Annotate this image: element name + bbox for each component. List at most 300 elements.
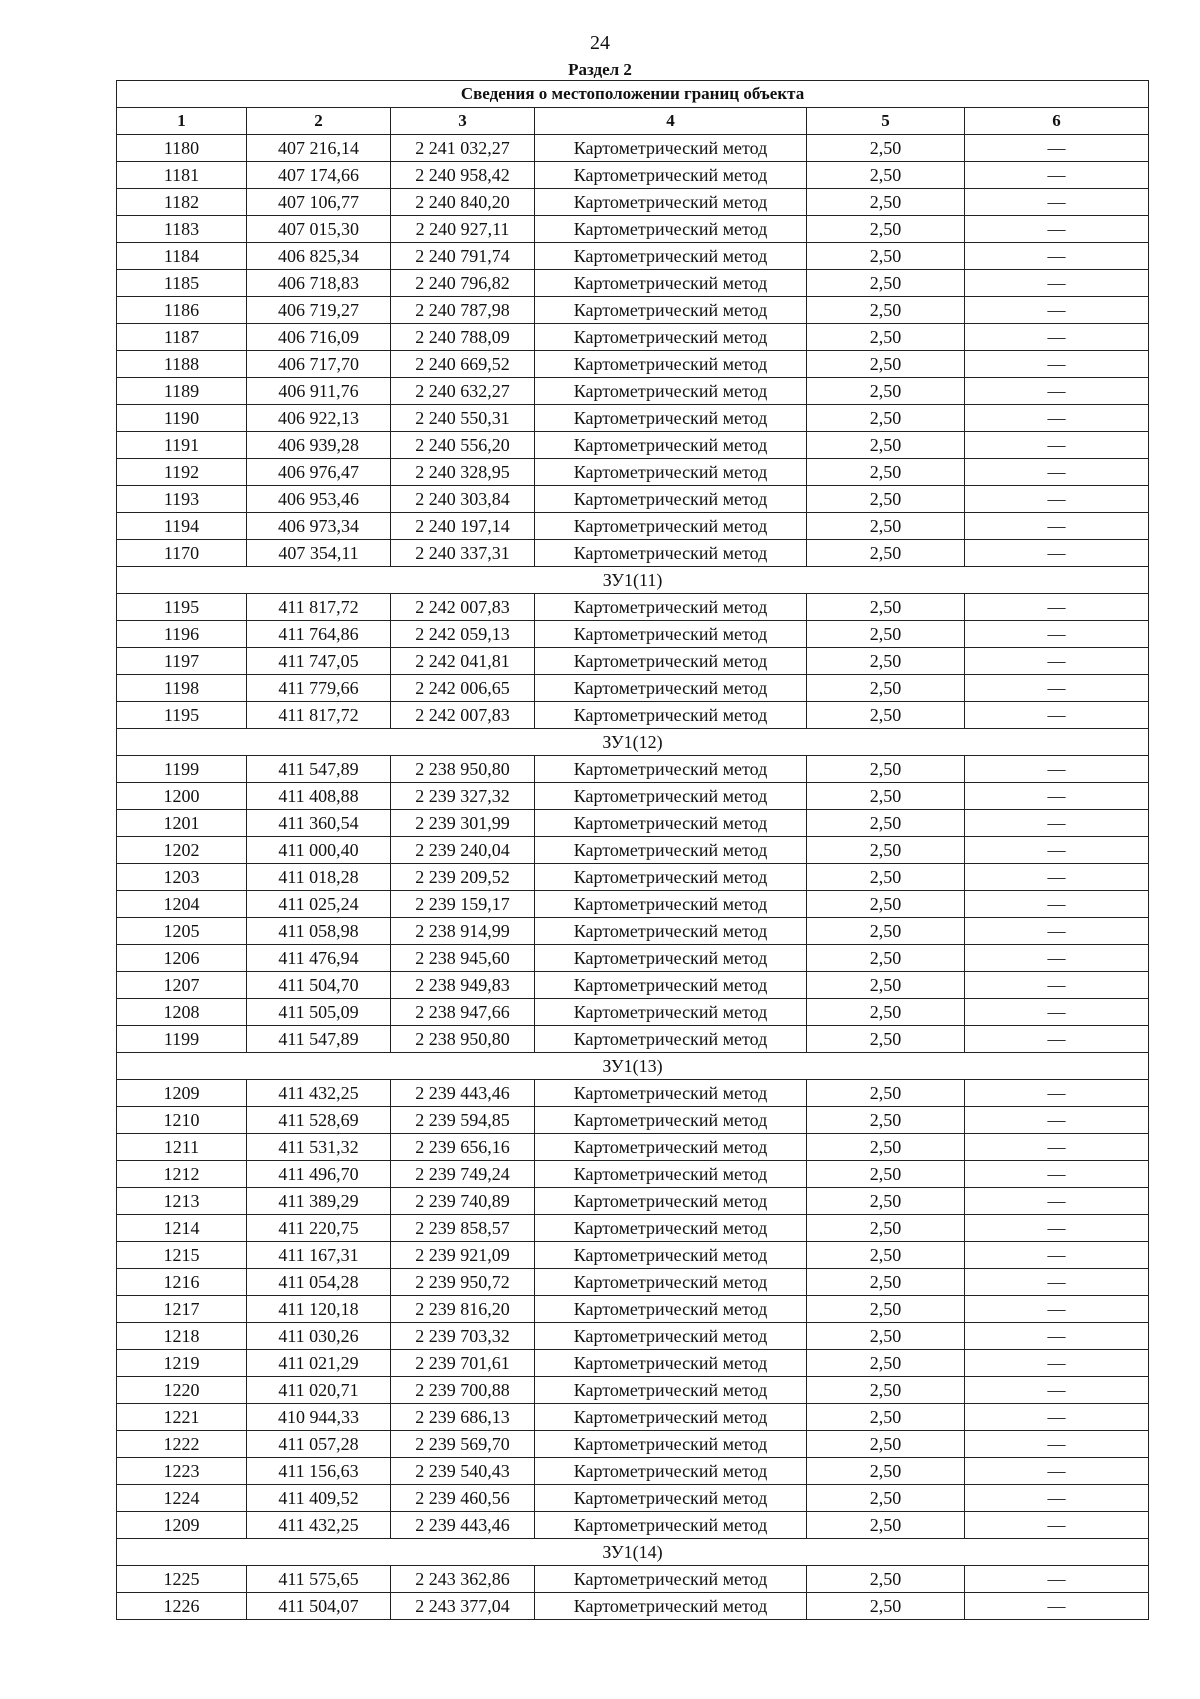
table-row <box>117 297 1149 324</box>
table-cell-col-5: 2,50 <box>807 999 965 1026</box>
table-cell-col-1: 1223 <box>117 1458 247 1485</box>
table-cell-col-2: 411 389,29 <box>247 1188 391 1215</box>
table-cell-col-5: 2,50 <box>807 1458 965 1485</box>
table-cell-col-2: 411 409,52 <box>247 1485 391 1512</box>
table-cell-col-5: 2,50 <box>807 1026 965 1053</box>
section-title: Раздел 2 <box>568 60 632 79</box>
table-cell-col-1: 1212 <box>117 1161 247 1188</box>
table-cell-col-6: — <box>965 135 1149 162</box>
table-cell-col-1: 1182 <box>117 189 247 216</box>
table-cell-col-6: — <box>965 351 1149 378</box>
table-cell-col-1: 1186 <box>117 297 247 324</box>
table-cell-col-2: 411 505,09 <box>247 999 391 1026</box>
table-row <box>117 621 1149 648</box>
table-cell-col-2: 411 058,98 <box>247 918 391 945</box>
table-cell-col-5: 2,50 <box>807 1107 965 1134</box>
table-cell-col-6: — <box>965 162 1149 189</box>
table-row <box>117 1242 1149 1269</box>
table-cell-col-5: 2,50 <box>807 189 965 216</box>
table-cell-col-6: — <box>965 378 1149 405</box>
table-cell-col-4: Картометрический метод <box>535 297 807 324</box>
table-cell-col-4: Картометрический метод <box>535 1188 807 1215</box>
table-cell-col-4: Картометрический метод <box>535 540 807 567</box>
table-cell-col-3: 2 239 740,89 <box>391 1188 535 1215</box>
table-cell-col-3: 2 238 949,83 <box>391 972 535 999</box>
table-row <box>117 1080 1149 1107</box>
table-cell-col-6: — <box>965 972 1149 999</box>
table-cell-col-6: — <box>965 891 1149 918</box>
table-cell-col-4: Картометрический метод <box>535 648 807 675</box>
table-cell-col-2: 411 025,24 <box>247 891 391 918</box>
table-cell-col-2: 407 015,30 <box>247 216 391 243</box>
table-cell-col-2: 411 408,88 <box>247 783 391 810</box>
table-cell-col-5: 2,50 <box>807 1593 965 1620</box>
table-row <box>117 216 1149 243</box>
group-label: ЗУ1(11) <box>117 567 1149 594</box>
table-row <box>117 1134 1149 1161</box>
table-cell-col-4: Картометрический метод <box>535 1485 807 1512</box>
table-cell-col-6: — <box>965 1458 1149 1485</box>
table-cell-col-3: 2 240 927,11 <box>391 216 535 243</box>
table-cell-col-1: 1196 <box>117 621 247 648</box>
table-cell-col-1: 1209 <box>117 1512 247 1539</box>
table-cell-col-3: 2 239 858,57 <box>391 1215 535 1242</box>
table-cell-col-5: 2,50 <box>807 702 965 729</box>
table-cell-col-2: 411 021,29 <box>247 1350 391 1377</box>
table-cell-col-3: 2 238 947,66 <box>391 999 535 1026</box>
table-cell-col-2: 411 764,86 <box>247 621 391 648</box>
table-cell-col-1: 1225 <box>117 1566 247 1593</box>
table-cell-col-4: Картометрический метод <box>535 1431 807 1458</box>
table-cell-col-1: 1203 <box>117 864 247 891</box>
table-cell-col-6: — <box>965 324 1149 351</box>
table-row <box>117 891 1149 918</box>
table-cell-col-3: 2 238 945,60 <box>391 945 535 972</box>
table-cell-col-6: — <box>965 837 1149 864</box>
table-cell-col-3: 2 239 816,20 <box>391 1296 535 1323</box>
table-cell-col-6: — <box>965 1512 1149 1539</box>
table-cell-col-5: 2,50 <box>807 459 965 486</box>
table-cell-col-4: Картометрический метод <box>535 918 807 945</box>
table-cell-col-2: 411 779,66 <box>247 675 391 702</box>
table-cell-col-6: — <box>965 918 1149 945</box>
table-cell-col-2: 411 020,71 <box>247 1377 391 1404</box>
table-cell-col-6: — <box>965 1323 1149 1350</box>
table-cell-col-6: — <box>965 756 1149 783</box>
table-cell-col-5: 2,50 <box>807 891 965 918</box>
table-cell-col-2: 411 000,40 <box>247 837 391 864</box>
table-row <box>117 1458 1149 1485</box>
table-cell-col-5: 2,50 <box>807 1404 965 1431</box>
table-cell-col-3: 2 240 337,31 <box>391 540 535 567</box>
table-row <box>117 648 1149 675</box>
table-cell-col-6: — <box>965 189 1149 216</box>
table-cell-col-1: 1184 <box>117 243 247 270</box>
table-row <box>117 270 1149 297</box>
table-row <box>117 540 1149 567</box>
table-cell-col-6: — <box>965 1161 1149 1188</box>
table-cell-col-2: 407 106,77 <box>247 189 391 216</box>
table-cell-col-1: 1201 <box>117 810 247 837</box>
table-row <box>117 1431 1149 1458</box>
table-cell-col-5: 2,50 <box>807 945 965 972</box>
table-cell-col-5: 2,50 <box>807 1350 965 1377</box>
table-cell-col-1: 1199 <box>117 756 247 783</box>
table-cell-col-3: 2 240 796,82 <box>391 270 535 297</box>
table-row <box>117 999 1149 1026</box>
table-cell-col-1: 1202 <box>117 837 247 864</box>
table-cell-col-6: — <box>965 540 1149 567</box>
table-cell-col-1: 1213 <box>117 1188 247 1215</box>
table-cell-col-3: 2 240 787,98 <box>391 297 535 324</box>
table-cell-col-5: 2,50 <box>807 135 965 162</box>
group-label: ЗУ1(12) <box>117 729 1149 756</box>
table-cell-col-1: 1188 <box>117 351 247 378</box>
table-cell-col-4: Картометрический метод <box>535 1026 807 1053</box>
table-cell-col-2: 411 575,65 <box>247 1566 391 1593</box>
table-row <box>117 1593 1149 1620</box>
table-row <box>117 1215 1149 1242</box>
table-cell-col-4: Картометрический метод <box>535 270 807 297</box>
table-cell-col-5: 2,50 <box>807 243 965 270</box>
table-cell-col-5: 2,50 <box>807 810 965 837</box>
table-cell-col-3: 2 240 958,42 <box>391 162 535 189</box>
table-row <box>117 378 1149 405</box>
column-header-4: 4 <box>535 108 807 135</box>
table-cell-col-1: 1185 <box>117 270 247 297</box>
table-cell-col-6: — <box>965 864 1149 891</box>
table-row <box>117 135 1149 162</box>
table-row <box>117 675 1149 702</box>
table-row <box>117 243 1149 270</box>
table-cell-col-1: 1181 <box>117 162 247 189</box>
table-cell-col-6: — <box>965 1107 1149 1134</box>
table-cell-col-1: 1206 <box>117 945 247 972</box>
table-cell-col-3: 2 239 749,24 <box>391 1161 535 1188</box>
table-row <box>117 918 1149 945</box>
table-cell-col-5: 2,50 <box>807 621 965 648</box>
table-cell-col-2: 411 817,72 <box>247 702 391 729</box>
table-cell-col-3: 2 242 041,81 <box>391 648 535 675</box>
table-cell-col-1: 1220 <box>117 1377 247 1404</box>
table-cell-col-1: 1226 <box>117 1593 247 1620</box>
table-cell-col-2: 406 953,46 <box>247 486 391 513</box>
table-cell-col-2: 411 547,89 <box>247 1026 391 1053</box>
table-cell-col-2: 407 354,11 <box>247 540 391 567</box>
table-cell-col-6: — <box>965 945 1149 972</box>
table-cell-col-2: 411 531,32 <box>247 1134 391 1161</box>
table-cell-col-2: 411 432,25 <box>247 1512 391 1539</box>
table-cell-col-4: Картометрический метод <box>535 1458 807 1485</box>
group-label: ЗУ1(13) <box>117 1053 1149 1080</box>
table-caption-row <box>117 81 1149 108</box>
table-cell-col-2: 411 547,89 <box>247 756 391 783</box>
table-cell-col-4: Картометрический метод <box>535 621 807 648</box>
table-cell-col-3: 2 239 656,16 <box>391 1134 535 1161</box>
table-cell-col-4: Картометрический метод <box>535 1134 807 1161</box>
table-cell-col-5: 2,50 <box>807 783 965 810</box>
table-cell-col-1: 1221 <box>117 1404 247 1431</box>
table-cell-col-3: 2 242 007,83 <box>391 702 535 729</box>
table-row <box>117 864 1149 891</box>
table-cell-col-3: 2 240 669,52 <box>391 351 535 378</box>
table-cell-col-6: — <box>965 702 1149 729</box>
table-cell-col-3: 2 240 197,14 <box>391 513 535 540</box>
table-row <box>117 837 1149 864</box>
table-cell-col-4: Картометрический метод <box>535 1350 807 1377</box>
table-cell-col-3: 2 239 700,88 <box>391 1377 535 1404</box>
table-cell-col-2: 406 939,28 <box>247 432 391 459</box>
table-cell-col-6: — <box>965 1242 1149 1269</box>
table-cell-col-1: 1170 <box>117 540 247 567</box>
table-cell-col-5: 2,50 <box>807 972 965 999</box>
table-cell-col-2: 411 030,26 <box>247 1323 391 1350</box>
table-cell-col-5: 2,50 <box>807 1188 965 1215</box>
table-cell-col-2: 407 216,14 <box>247 135 391 162</box>
table-cell-col-1: 1183 <box>117 216 247 243</box>
table-cell-col-4: Картометрический метод <box>535 702 807 729</box>
table-caption: Сведения о местоположении границ объекта <box>117 81 1149 108</box>
table-cell-col-4: Картометрический метод <box>535 189 807 216</box>
table-row <box>117 1350 1149 1377</box>
table-cell-col-6: — <box>965 621 1149 648</box>
table-cell-col-4: Картометрический метод <box>535 1242 807 1269</box>
table-cell-col-3: 2 239 594,85 <box>391 1107 535 1134</box>
table-cell-col-4: Картометрический метод <box>535 1593 807 1620</box>
table-cell-col-2: 406 922,13 <box>247 405 391 432</box>
table-row <box>117 432 1149 459</box>
table-cell-col-4: Картометрический метод <box>535 378 807 405</box>
table-cell-col-1: 1204 <box>117 891 247 918</box>
table-cell-col-5: 2,50 <box>807 540 965 567</box>
table-body <box>117 135 1149 1620</box>
column-header-row <box>117 108 1149 135</box>
table-cell-col-2: 406 976,47 <box>247 459 391 486</box>
table-cell-col-1: 1187 <box>117 324 247 351</box>
table-cell-col-4: Картометрический метод <box>535 486 807 513</box>
table-cell-col-2: 406 716,09 <box>247 324 391 351</box>
table-cell-col-4: Картометрический метод <box>535 1269 807 1296</box>
table-cell-col-6: — <box>965 648 1149 675</box>
table-cell-col-5: 2,50 <box>807 648 965 675</box>
table-cell-col-3: 2 240 328,95 <box>391 459 535 486</box>
table-cell-col-4: Картометрический метод <box>535 783 807 810</box>
table-row <box>117 405 1149 432</box>
table-cell-col-4: Картометрический метод <box>535 945 807 972</box>
table-row <box>117 1188 1149 1215</box>
table-cell-col-5: 2,50 <box>807 216 965 243</box>
table-cell-col-3: 2 239 460,56 <box>391 1485 535 1512</box>
table-cell-col-6: — <box>965 297 1149 324</box>
table-cell-col-4: Картометрический метод <box>535 216 807 243</box>
table-cell-col-5: 2,50 <box>807 324 965 351</box>
table-cell-col-2: 411 360,54 <box>247 810 391 837</box>
table-cell-col-5: 2,50 <box>807 1431 965 1458</box>
table-cell-col-3: 2 238 950,80 <box>391 756 535 783</box>
table-cell-col-1: 1199 <box>117 1026 247 1053</box>
column-header-5: 5 <box>807 108 965 135</box>
table-cell-col-4: Картометрический метод <box>535 675 807 702</box>
table-cell-col-4: Картометрический метод <box>535 1296 807 1323</box>
table-cell-col-3: 2 239 240,04 <box>391 837 535 864</box>
table-cell-col-2: 411 817,72 <box>247 594 391 621</box>
table-cell-col-3: 2 240 632,27 <box>391 378 535 405</box>
table-cell-col-1: 1192 <box>117 459 247 486</box>
table-cell-col-1: 1195 <box>117 702 247 729</box>
table-cell-col-2: 411 167,31 <box>247 1242 391 1269</box>
table-cell-col-5: 2,50 <box>807 378 965 405</box>
table-cell-col-5: 2,50 <box>807 405 965 432</box>
table-cell-col-1: 1209 <box>117 1080 247 1107</box>
table-cell-col-4: Картометрический метод <box>535 324 807 351</box>
table-cell-col-5: 2,50 <box>807 594 965 621</box>
table-cell-col-5: 2,50 <box>807 1512 965 1539</box>
table-cell-col-3: 2 243 377,04 <box>391 1593 535 1620</box>
table-cell-col-2: 411 432,25 <box>247 1080 391 1107</box>
table-cell-col-2: 406 719,27 <box>247 297 391 324</box>
table-row <box>117 783 1149 810</box>
column-header-3: 3 <box>391 108 535 135</box>
table-cell-col-4: Картометрический метод <box>535 1107 807 1134</box>
table-cell-col-5: 2,50 <box>807 297 965 324</box>
table-cell-col-1: 1194 <box>117 513 247 540</box>
table-cell-col-2: 406 973,34 <box>247 513 391 540</box>
table-cell-col-4: Картометрический метод <box>535 594 807 621</box>
table-cell-col-2: 411 504,70 <box>247 972 391 999</box>
table-cell-col-2: 407 174,66 <box>247 162 391 189</box>
table-row <box>117 756 1149 783</box>
column-header-6: 6 <box>965 108 1149 135</box>
table-cell-col-4: Картометрический метод <box>535 459 807 486</box>
table-cell-col-6: — <box>965 1377 1149 1404</box>
table-cell-col-1: 1197 <box>117 648 247 675</box>
table-cell-col-6: — <box>965 1593 1149 1620</box>
table-row <box>117 1107 1149 1134</box>
table-cell-col-6: — <box>965 1269 1149 1296</box>
table-cell-col-2: 411 156,63 <box>247 1458 391 1485</box>
table-row <box>117 513 1149 540</box>
table-row <box>117 324 1149 351</box>
table-row <box>117 810 1149 837</box>
table-cell-col-1: 1190 <box>117 405 247 432</box>
table-row <box>117 1377 1149 1404</box>
table-cell-col-5: 2,50 <box>807 1323 965 1350</box>
table-cell-col-2: 410 944,33 <box>247 1404 391 1431</box>
table-cell-col-1: 1222 <box>117 1431 247 1458</box>
table-cell-col-2: 406 718,83 <box>247 270 391 297</box>
table-cell-col-6: — <box>965 1026 1149 1053</box>
table-cell-col-5: 2,50 <box>807 1080 965 1107</box>
table-cell-col-1: 1208 <box>117 999 247 1026</box>
table-cell-col-1: 1205 <box>117 918 247 945</box>
group-row <box>117 567 1149 594</box>
table-row <box>117 351 1149 378</box>
table-cell-col-5: 2,50 <box>807 837 965 864</box>
table-cell-col-6: — <box>965 432 1149 459</box>
table-row <box>117 945 1149 972</box>
table-cell-col-6: — <box>965 1134 1149 1161</box>
table-cell-col-4: Картометрический метод <box>535 972 807 999</box>
table-cell-col-3: 2 239 209,52 <box>391 864 535 891</box>
group-row <box>117 1539 1149 1566</box>
table-cell-col-3: 2 239 950,72 <box>391 1269 535 1296</box>
table-cell-col-3: 2 239 443,46 <box>391 1080 535 1107</box>
table-cell-col-6: — <box>965 1188 1149 1215</box>
table-cell-col-1: 1189 <box>117 378 247 405</box>
table-cell-col-4: Картометрический метод <box>535 756 807 783</box>
table-cell-col-4: Картометрический метод <box>535 1377 807 1404</box>
table-cell-col-2: 411 054,28 <box>247 1269 391 1296</box>
table-cell-col-3: 2 239 686,13 <box>391 1404 535 1431</box>
table-cell-col-4: Картометрический метод <box>535 1323 807 1350</box>
column-header-1: 1 <box>117 108 247 135</box>
table-cell-col-2: 411 220,75 <box>247 1215 391 1242</box>
table-cell-col-2: 411 528,69 <box>247 1107 391 1134</box>
table-row <box>117 162 1149 189</box>
table-cell-col-2: 411 018,28 <box>247 864 391 891</box>
table-cell-col-2: 411 476,94 <box>247 945 391 972</box>
table-cell-col-4: Картометрический метод <box>535 135 807 162</box>
table-cell-col-6: — <box>965 783 1149 810</box>
table-cell-col-5: 2,50 <box>807 675 965 702</box>
table-cell-col-3: 2 242 006,65 <box>391 675 535 702</box>
table-cell-col-3: 2 241 032,27 <box>391 135 535 162</box>
table-cell-col-3: 2 239 703,32 <box>391 1323 535 1350</box>
table-cell-col-3: 2 239 540,43 <box>391 1458 535 1485</box>
table-row <box>117 189 1149 216</box>
table-row <box>117 702 1149 729</box>
table-cell-col-3: 2 242 007,83 <box>391 594 535 621</box>
table-cell-col-4: Картометрический метод <box>535 999 807 1026</box>
table-cell-col-1: 1216 <box>117 1269 247 1296</box>
table-row <box>117 1161 1149 1188</box>
group-row <box>117 729 1149 756</box>
table-cell-col-3: 2 240 550,31 <box>391 405 535 432</box>
table-cell-col-5: 2,50 <box>807 1269 965 1296</box>
table-cell-col-3: 2 242 059,13 <box>391 621 535 648</box>
table-cell-col-4: Картометрический метод <box>535 891 807 918</box>
table-cell-col-3: 2 243 362,86 <box>391 1566 535 1593</box>
table-cell-col-1: 1224 <box>117 1485 247 1512</box>
table-cell-col-6: — <box>965 459 1149 486</box>
table-cell-col-4: Картометрический метод <box>535 864 807 891</box>
table-cell-col-4: Картометрический метод <box>535 513 807 540</box>
table-cell-col-5: 2,50 <box>807 1242 965 1269</box>
table-cell-col-3: 2 239 301,99 <box>391 810 535 837</box>
table-cell-col-4: Картометрический метод <box>535 810 807 837</box>
table-cell-col-6: — <box>965 1431 1149 1458</box>
table-cell-col-5: 2,50 <box>807 513 965 540</box>
table-cell-col-3: 2 239 327,32 <box>391 783 535 810</box>
table-cell-col-5: 2,50 <box>807 432 965 459</box>
table-cell-col-5: 2,50 <box>807 1296 965 1323</box>
table-cell-col-6: — <box>965 675 1149 702</box>
table-row <box>117 1512 1149 1539</box>
column-header-2: 2 <box>247 108 391 135</box>
table-cell-col-5: 2,50 <box>807 270 965 297</box>
table-cell-col-6: — <box>965 1215 1149 1242</box>
table-cell-col-5: 2,50 <box>807 1566 965 1593</box>
table-cell-col-2: 406 911,76 <box>247 378 391 405</box>
table-cell-col-6: — <box>965 1350 1149 1377</box>
table-row <box>117 1566 1149 1593</box>
table-row <box>117 1323 1149 1350</box>
table-cell-col-4: Картометрический метод <box>535 837 807 864</box>
table-cell-col-1: 1207 <box>117 972 247 999</box>
table-cell-col-1: 1180 <box>117 135 247 162</box>
table-cell-col-1: 1215 <box>117 1242 247 1269</box>
table-cell-col-5: 2,50 <box>807 1134 965 1161</box>
